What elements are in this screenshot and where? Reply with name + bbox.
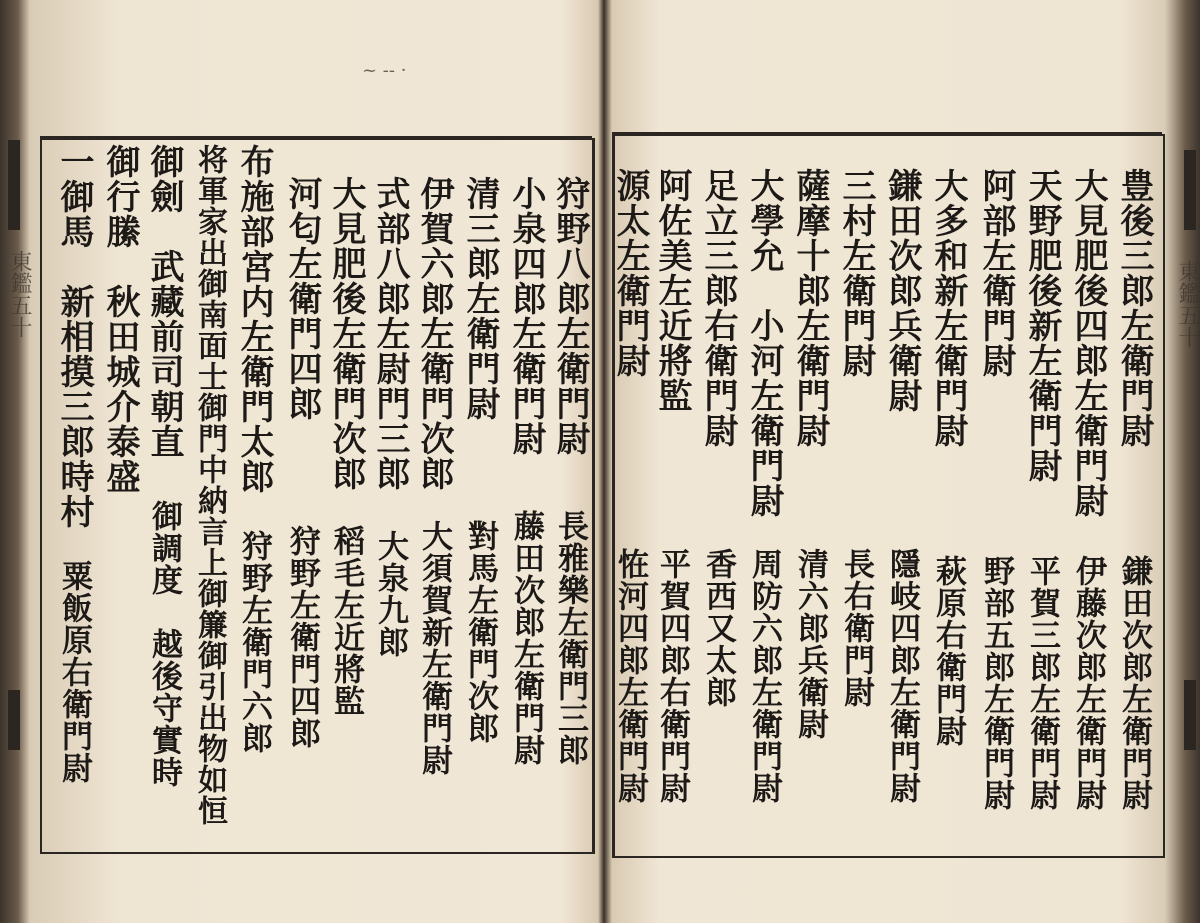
text-column: 三村左衛門尉: [836, 168, 876, 378]
ink-smudge: ~ -- ·: [362, 60, 407, 81]
fore-edge-ornament: [8, 140, 20, 230]
edge-mark: 東鑑五十: [7, 250, 32, 338]
text-column: 源太左衛門尉: [610, 168, 650, 378]
text-column: 狩野八郎左衛門尉: [550, 176, 590, 456]
text-column: 平賀四郎右衛門尉: [654, 548, 690, 804]
text-column: 鎌田次郎兵衛尉: [882, 168, 922, 413]
text-column: 藤田次郎左衛門尉: [508, 510, 544, 766]
text-column: 狩野左衛門六郎: [236, 530, 272, 754]
text-column: 清三郎左衛門尉: [460, 176, 500, 421]
text-column: 恠河四郎左衛門尉: [612, 548, 648, 804]
text-column: 薩摩十郎左衛門尉: [790, 168, 830, 448]
text-column: 大學允 小河左衛門尉: [744, 168, 784, 518]
text-column: 平賀三郎左衛門尉: [1024, 555, 1060, 811]
text-column: 布施部宮内左衛門太郎: [234, 144, 274, 494]
text-column: 阿部左衛門尉: [976, 168, 1016, 378]
text-column: 阿佐美左近將監: [652, 168, 692, 413]
text-column: 豊後三郎左衛門尉: [1114, 168, 1154, 448]
text-column: 大多和新左衛門尉: [928, 168, 968, 448]
text-column: 将軍家出御南面士御門中納言上御簾御引出物如恒: [192, 144, 227, 826]
text-column: 稻毛左近將監: [328, 525, 364, 717]
text-column: 大見肥後四郎左衛門尉: [1068, 168, 1108, 518]
text-column: 御調度 越後守實時: [146, 500, 182, 788]
text-column: 大須賀新左衛門尉: [416, 520, 452, 776]
text-column: 伊賀六郎左衛門次郎: [414, 176, 454, 491]
text-column: 長右衛門尉: [838, 548, 874, 708]
text-column: 小泉四郎左衛門尉: [506, 176, 546, 456]
edge-mark: 東鑑五十: [1175, 260, 1200, 348]
left-page: [22, 0, 602, 923]
text-column: 河匂左衛門四郎: [282, 176, 322, 421]
text-column: 天野肥後新左衛門尉: [1022, 168, 1062, 483]
text-column: 大泉九郎: [372, 530, 408, 658]
text-column: 隱岐四郎左衛門尉: [884, 548, 920, 804]
text-column: 香西又太郎: [700, 548, 736, 708]
text-column: 式部八郎左尉門三郎: [370, 176, 410, 491]
text-column: 鎌田次郎左衛門尉: [1116, 555, 1152, 811]
text-column: 粟飯原右衛門尉: [56, 560, 92, 784]
text-column: 伊藤次郎左衛門尉: [1070, 555, 1106, 811]
text-column: 萩原右衛門尉: [930, 555, 966, 747]
text-column: 御劍 武藏前司朝直: [144, 144, 184, 459]
text-column: 御行縢 秋田城介泰盛: [100, 144, 140, 494]
text-column: 一御馬 新相摸三郎時村: [54, 144, 94, 529]
fore-edge-ornament: [1184, 680, 1196, 750]
text-column: 野部五郎左衛門尉: [978, 555, 1014, 811]
fore-edge-ornament: [1184, 150, 1196, 230]
text-column: 對馬左衛門次郎: [462, 520, 498, 744]
text-column: 足立三郎右衛門尉: [698, 168, 738, 448]
fore-edge-ornament: [8, 690, 20, 750]
text-column: 清六郎兵衛尉: [792, 548, 828, 740]
text-column: 大見肥後左衛門次郎: [326, 176, 366, 491]
text-column: 狩野左衛門四郎: [284, 525, 320, 749]
right-page: [606, 0, 1178, 923]
text-column: 長雅樂左衛門三郎: [552, 510, 588, 766]
text-column: 周防六郎左衛門尉: [746, 548, 782, 804]
